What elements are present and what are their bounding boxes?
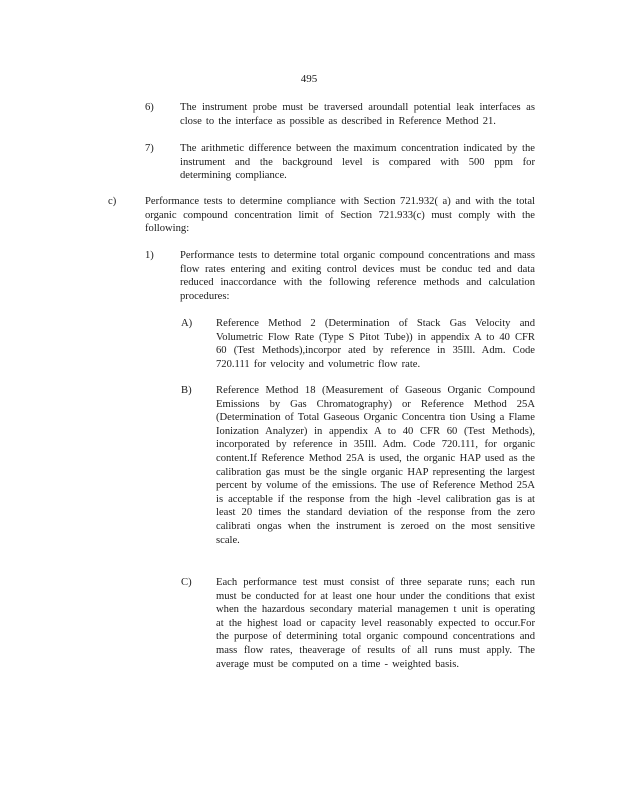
paragraph-text: Each performance test must consist of three separate runs; each run must be conducted for at least one hour under the conditions that exist when the hazardous secondary material managemen t unit is operating at the highest load or capacity level reasonably expected to occur.For the purpose of determining total organic compound concentrations and mass flow rates, theaverage of results of all runs must apply. The average must be computed on a time - weighted basis.: [216, 577, 535, 670]
paragraph-text: Reference Method 18 (Measurement of Gaseous Organic Compound Emissions by Gas Chromatography) or Reference Method 25A (Determination of Total Gaseous Organic Concentra tion Using a Flame Ionization Analyzer) in appendix A to 40 CFR 60 (Test Methods), incorporated by reference in 35Ill. Adm. Code 720.111, for organic content.If Reference Method 25A is used, the organic HAP used as the calibration gas must be the single organic HAP representing the largest percent by volume of the emissions. The use of Reference Method 25A is acceptable if the response from the high -level calibration gas is at least 20 times the standard deviation of the response from the zero calibrati ongas when the instrument is zeroed on the most sensitive scale.: [216, 385, 535, 546]
paragraph-text: The instrument probe must be traversed aroundall potential leak interfaces as close to the interface as possible as described in Reference Method 21.: [180, 102, 535, 127]
paragraph-label: c): [108, 196, 117, 207]
paragraph-label: B): [181, 385, 192, 396]
paragraph-text: Performance tests to determine compliance with Section 721.932( a) and with the total organic compound concentration limit of Section 721.933(c) must comply with the following:: [145, 196, 535, 235]
page-number: 495: [300, 73, 318, 85]
paragraph-label: 7): [145, 143, 154, 154]
paragraph-label: 6): [145, 102, 154, 113]
paragraph-label: 1): [145, 250, 154, 261]
paragraph-label: C): [181, 577, 192, 588]
paragraph-text: Performance tests to determine total organic compound concentrations and mass flow rates entering and exiting control devices must be conduc ted and data reduced inaccordance with the following reference methods and calculation procedures:: [180, 250, 535, 302]
paragraph-text: The arithmetic difference between the maximum concentration indicated by the instrument and the background level is compared with 500 ppm for determining compliance.: [180, 143, 535, 182]
paragraph-label: A): [181, 318, 193, 329]
paragraph-text: Reference Method 2 (Determination of Stack Gas Velocity and Volumetric Flow Rate (Type S Pitot Tube)) in appendix A to 40 CFR 60 (Test Methods),incorpor ated by reference in 35Ill. Adm. Code 720.111 for velocity and volumetric flow rate.: [216, 318, 535, 370]
